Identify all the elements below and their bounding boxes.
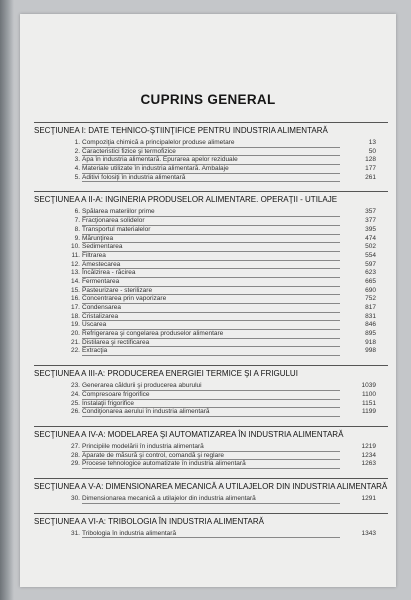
entry-title: Apa în industria alimentară. Epurarea apelor reziduale [82,156,238,164]
toc-entry [34,313,388,322]
entry-number: 22. [70,347,80,355]
entry-underline [82,416,340,417]
toc-entry [34,174,388,183]
entry-number: 25. [70,399,80,407]
toc-section [34,426,388,469]
entry-page-number: 846 [365,321,376,329]
entry-title: Amestecarea [82,260,121,268]
entry-title: Dimensionarea mecanică a utilajelor din industria alimentară [82,494,256,502]
toc-entry [34,139,388,148]
section-heading: SECŢIUNEA A II-A: INGINERIA PRODUSELOR ALIMENTARE. OPERAŢII - UTILAJE [34,195,338,205]
entry-title: Refrigerarea şi congelarea produselor alimentare [82,330,224,338]
entry-page-number: 817 [365,304,376,311]
entry-underline [82,181,340,182]
book-binding [0,0,14,600]
entry-page-number: 128 [365,156,376,164]
entry-title: Spălarea materiilor prime [82,208,155,216]
entry-page-number: 1234 [361,451,376,459]
entry-underline [82,537,340,538]
entry-number: 18. [70,312,80,320]
toc-entry [34,321,388,330]
toc-entry [34,287,388,296]
entry-page-number: 50 [368,147,376,155]
toc-entry [34,408,388,417]
entry-title: Procese tehnologice automatizate în industria alimentară [82,460,246,468]
entry-number: 10. [70,243,80,251]
entry-page-number: 1219 [361,442,376,450]
toc-entry [34,530,388,539]
toc-entry [34,495,388,504]
entry-title: Condiţionarea aerului în industria alimentară [82,408,210,416]
entry-title: Aditivi folosiţi în industria alimentară [82,173,186,181]
toc-entry [34,226,388,235]
entry-number: 2. [74,147,80,155]
entry-page-number: 1039 [361,382,376,390]
entry-page-number: 502 [365,243,376,251]
toc-entry [34,148,388,157]
entry-page-number: 261 [365,173,376,181]
entry-title: Instalaţii frigorifice [82,399,135,407]
entry-number: 4. [74,165,80,173]
entry-title: Uscarea [82,321,107,329]
entry-title: Condensarea [82,304,122,311]
entry-page-number: 690 [365,286,376,294]
toc-entry [34,382,388,391]
entry-number: 6. [74,208,80,216]
entry-number: 1. [74,139,80,146]
entry-number: 26. [70,408,80,416]
entry-title: Caracteristici fizice şi termofizice [82,147,176,155]
section-heading: SECŢIUNEA A III-A: PRODUCEREA ENERGIEI TERMICE ŞI A FRIGULUI [34,369,298,379]
toc-entry [34,165,388,174]
entry-page-number: 377 [365,217,376,225]
toc-entry [34,347,388,356]
entry-page-number: 998 [365,347,376,355]
entry-title: Transportul materialelor [82,225,151,233]
entry-number: 11. [71,251,80,259]
toc-entry [34,217,388,226]
entry-page-number: 597 [365,260,376,268]
entry-number: 31. [70,529,80,537]
entry-title: Tribologia în industria alimentară [82,529,177,537]
entry-underline [82,355,340,356]
entry-page-number: 395 [365,225,376,233]
entry-page-number: 13 [368,139,376,146]
entry-page-number: 665 [365,277,376,285]
entry-page-number: 918 [365,338,376,346]
section-heading: SECŢIUNEA A V-A: DIMENSIONAREA MECANICĂ A UTILAJELOR DIN INDUSTRIA ALIMENTARĂ [34,481,388,491]
entry-page-number: 1100 [362,390,376,398]
entry-number: 27. [70,442,80,450]
entry-title: Generarea căldurii şi producerea aburului [82,382,202,390]
entry-number: 5. [74,173,80,181]
toc-entry [34,252,388,261]
toc-section [34,122,388,182]
entry-title: Filtrarea [82,251,106,259]
toc-entry [34,208,388,217]
entry-page-number: 895 [365,330,376,338]
toc-entry [34,400,388,409]
toc-entry [34,156,388,165]
entry-title: Extracţia [82,347,108,355]
entry-number: 12. [70,260,80,268]
entry-number: 21. [70,338,80,346]
table-of-contents [34,122,388,547]
toc-entry [34,330,388,339]
entry-page-number: 831 [365,312,376,320]
entry-title: Compoziţia chimică a principalelor produse alimetare [82,139,235,146]
entry-title: Cristalizarea [82,312,119,320]
toc-entry [34,304,388,313]
entry-number: 7. [74,217,80,225]
entry-number: 8. [74,225,80,233]
entry-title: Fermentarea [82,277,120,285]
entry-number: 28. [70,451,80,459]
section-heading: SECŢIUNEA I: DATE TEHNICO-ŞTIINŢIFICE PENTRU INDUSTRIA ALIMENTARĂ [34,126,328,135]
entry-page-number: 1343 [361,529,376,537]
toc-section [34,365,388,417]
entry-title: Încălzirea - răcirea [82,269,136,277]
entry-number: 30. [70,494,80,502]
toc-section [34,478,388,504]
entry-title: Mărunţirea [82,234,114,242]
entry-title: Principiile modelării în industria alimentară [82,442,204,450]
entry-page-number: 623 [365,269,376,277]
toc-entry [34,235,388,244]
entry-number: 3. [74,156,80,164]
entry-title: Sedimentarea [82,243,123,251]
entry-title: Pasteurizare - sterilizare [82,286,153,294]
entry-page-number: 1199 [362,408,376,416]
entry-number: 20. [70,330,80,338]
toc-section [34,513,388,539]
entry-page-number: 752 [365,295,376,303]
entry-page-number: 554 [365,251,376,259]
entry-number: 23. [70,382,80,390]
toc-entry [34,460,388,469]
entry-number: 14. [70,277,80,285]
toc-entry [34,295,388,304]
page-title: CUPRINS GENERAL [140,92,276,107]
toc-entry [34,243,388,252]
entry-page-number: 1151 [362,399,376,407]
entry-number: 29. [70,460,80,468]
entry-title: Fracţionarea solidelor [82,217,145,225]
entry-underline [82,468,340,469]
toc-entry [34,391,388,400]
entry-page-number: 1291 [361,494,376,502]
toc-entry [34,269,388,278]
entry-number: 24. [70,390,80,398]
entry-title: Materiale utilizate în industria alimentară. Ambalaje [82,165,229,173]
entry-number: 13. [70,269,80,277]
entry-title: Aparate de măsură şi control, comandă şi reglare [82,451,224,459]
toc-entry [34,452,388,461]
book-page [20,14,396,587]
entry-page-number: 357 [365,208,376,216]
toc-entry [34,261,388,270]
section-heading: SECŢIUNEA A IV-A: MODELAREA ŞI AUTOMATIZAREA ÎN INDUSTRIA ALIMENTARĂ [34,429,344,439]
toc-section [34,191,388,356]
entry-number: 9. [74,234,80,242]
toc-entry [34,278,388,287]
entry-title: Concentrarea prin vaporizare [82,295,167,303]
toc-entry [34,443,388,452]
entry-underline [82,503,340,504]
entry-page-number: 177 [365,165,376,173]
entry-page-number: 474 [365,234,376,242]
entry-number: 15. [70,286,80,294]
section-heading: SECŢIUNEA A VI-A: TRIBOLOGIA ÎN INDUSTRIA ALIMENTARĂ [34,516,264,526]
entry-number: 16. [70,295,80,303]
entry-title: Distilarea şi rectificarea [82,338,150,346]
entry-title: Compresoare frigorifice [82,390,150,398]
entry-number: 17. [70,304,80,311]
toc-entry [34,339,388,348]
entry-page-number: 1263 [361,460,376,468]
entry-number: 19. [70,321,80,329]
